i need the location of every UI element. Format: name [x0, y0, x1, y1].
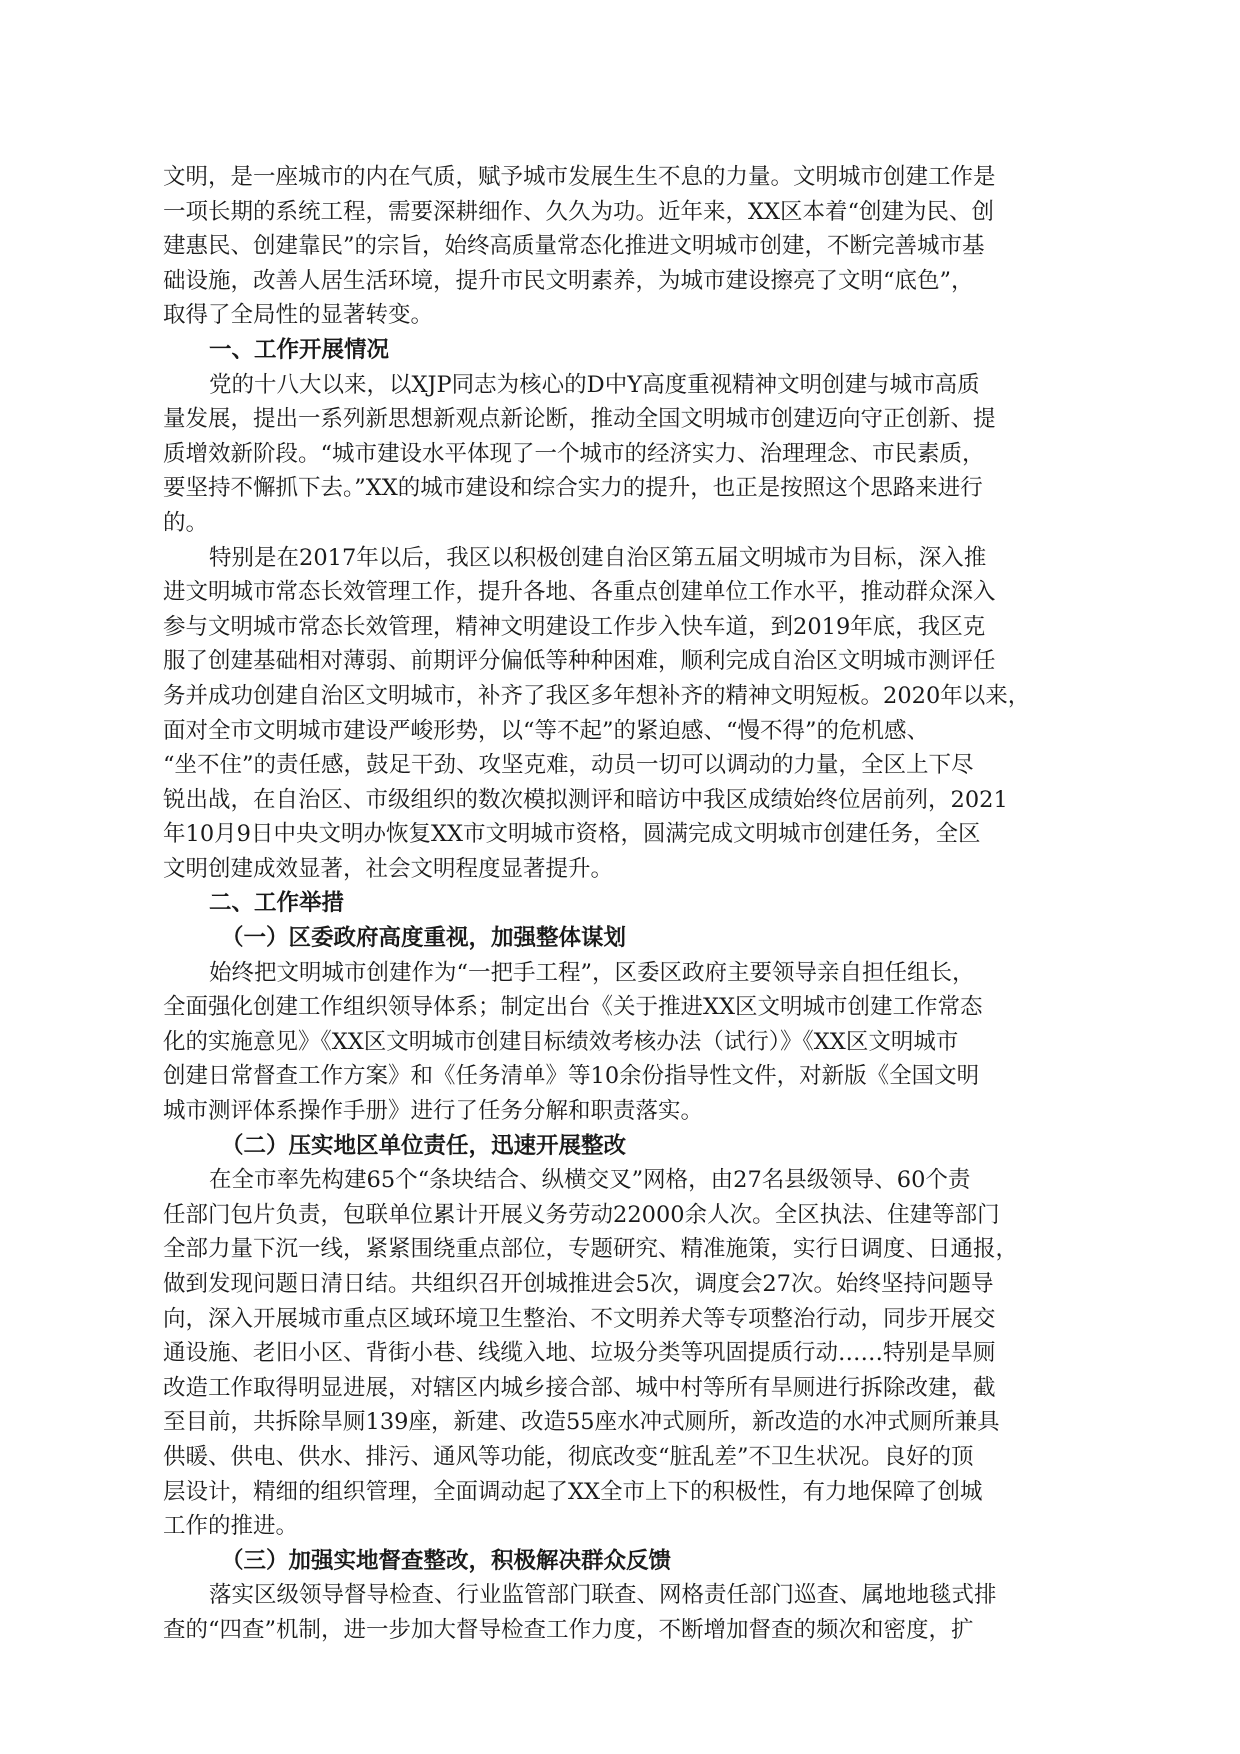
body-text-line: 创建日常督查工作方案》和《任务清单》等10余份指导性文件，对新版《全国文明	[163, 1063, 980, 1090]
body-text-line: 做到发现问题日清日结。共组织召开创城推进会5次，调度会27次。始终坚持问题导	[163, 1271, 994, 1297]
body-text-line: 服了创建基础相对薄弱、前期评分偏低等种种困难，顺利完成自治区文明城市测评任	[163, 648, 996, 675]
body-text-line: 全部力量下沉一线，紧紧围绕重点部位，专题研究、精准施策，实行日调度、日通报，	[163, 1236, 1019, 1263]
subsection-heading: （二）压实地区单位责任，迅速开展整改	[221, 1132, 627, 1159]
body-text-line: 一项长期的系统工程，需要深耕细作、久久为功。近年来，XX区本着“创建为民、创	[163, 198, 995, 225]
paragraph-first-line: 党的十八大以来，以XJP同志为核心的D中Y高度重视精神文明创建与城市高质	[209, 371, 980, 398]
body-text-line: 至目前，共拆除旱厕139座，新建、改造55座水冲式厕所，新改造的水冲式厕所兼具	[163, 1409, 1000, 1436]
body-text-line: 工作的推进。	[163, 1513, 299, 1540]
subsection-heading: （三）加强实地督查整改，积极解决群众反馈	[221, 1547, 672, 1574]
body-text-line: 进文明城市常态长效管理工作，提升各地、各重点创建单位工作水平，推动群众深入	[163, 579, 996, 606]
body-text-line: 取得了全局性的显著转变。	[163, 302, 434, 329]
body-text-line: 全面强化创建工作组织领导体系；制定出台《关于推进XX区文明城市创建工作常态	[163, 994, 983, 1021]
body-text-line: 参与文明城市常态长效管理，精神文明建设工作步入快车道，到2019年底，我区克	[163, 613, 986, 640]
body-text-line: 文明创建成效显著，社会文明程度显著提升。	[163, 855, 614, 882]
body-text-line: 质增效新阶段。“城市建设水平体现了一个城市的经济实力、治理理念、市民素质，	[163, 440, 985, 467]
body-text-line: 务并成功创建自治区文明城市，补齐了我区多年想补齐的精神文明短板。2020年以来，	[163, 682, 1031, 709]
body-text-line: 面对全市文明城市建设严峻形势，以“等不起”的紧迫感、“慢不得”的危机感、	[163, 717, 930, 744]
body-text-line: 查的“四查”机制，进一步加大督导检查工作力度，不断增加督查的频次和密度，扩	[163, 1616, 974, 1643]
paragraph-first-line: 落实区级领导督导检查、行业监管部门联查、网格责任部门巡查、属地地毯式排	[209, 1582, 997, 1609]
body-text-line: 通设施、老旧小区、背街小巷、线缆入地、垃圾分类等巩固提质行动……特别是旱厕	[163, 1340, 996, 1367]
body-text-line: 文明，是一座城市的内在气质，赋予城市发展生生不息的力量。文明城市创建工作是	[163, 164, 996, 190]
paragraph-first-line: 特别是在2017年以后，我区以积极创建自治区第五届文明城市为目标，深入推	[209, 544, 987, 571]
body-text-line: 供暖、供电、供水、排污、通风等功能，彻底改变“脏乱差”不卫生状况。良好的顶	[163, 1443, 974, 1470]
subsection-heading: （一）区委政府高度重视，加强整体谋划	[221, 925, 627, 952]
body-text-line: 的。	[163, 509, 209, 536]
body-text-line: 向，深入开展城市重点区域环境卫生整治、不文明养犬等专项整治行动，同步开展交	[163, 1305, 996, 1332]
body-text-line: 年10月9日中央文明办恢复XX市文明城市资格，圆满完成文明城市创建任务，全区	[163, 821, 981, 848]
body-text-line: 任部门包片负责，包联单位累计开展义务劳动22000余人次。全区执法、住建等部门	[163, 1201, 1000, 1228]
section-heading: 一、工作开展情况	[209, 336, 390, 363]
body-text-line: 建惠民、创建靠民”的宗旨，始终高质量常态化推进文明城市创建，不断完善城市基	[163, 233, 985, 260]
paragraph-first-line: 始终把文明城市创建作为“一把手工程”，区委区政府主要领导亲自担任组长，	[209, 959, 975, 986]
body-text-line: 层设计，精细的组织管理，全面调动起了XX全市上下的积极性，有力地保障了创城	[163, 1478, 983, 1505]
body-text-line: 化的实施意见》《XX区文明城市创建目标绩效考核办法（试行）》《XX区文明城市	[163, 1028, 959, 1055]
body-text-line: 改造工作取得明显进展，对辖区内城乡接合部、城中村等所有旱厕进行拆除改建，截	[163, 1374, 996, 1401]
document-page	[163, 160, 1103, 1648]
section-heading: 二、工作举措	[209, 890, 345, 917]
body-text-line: 锐出战，在自治区、市级组织的数次模拟测评和暗访中我区成绩始终位居前列，2021	[163, 786, 1008, 813]
body-text-line: 要坚持不懈抓下去。”XX的城市建设和综合实力的提升，也正是按照这个思路来进行	[163, 475, 983, 502]
body-text-line: “坐不住”的责任感，鼓足干劲、攻坚克难，动员一切可以调动的力量，全区上下尽	[163, 752, 974, 779]
body-text-line: 础设施，改善人居生活环境，提升市民文明素养，为城市建设擦亮了文明“底色”，	[163, 267, 974, 294]
body-text-line: 量发展，提出一系列新思想新观点新论断，推动全国文明城市创建迈向守正创新、提	[163, 406, 996, 433]
paragraph-first-line: 在全市率先构建65个“条块结合、纵横交叉”网格，由27名县级领导、60个责	[209, 1167, 971, 1194]
body-text-line: 城市测评体系操作手册》进行了任务分解和职责落实。	[163, 1098, 704, 1125]
